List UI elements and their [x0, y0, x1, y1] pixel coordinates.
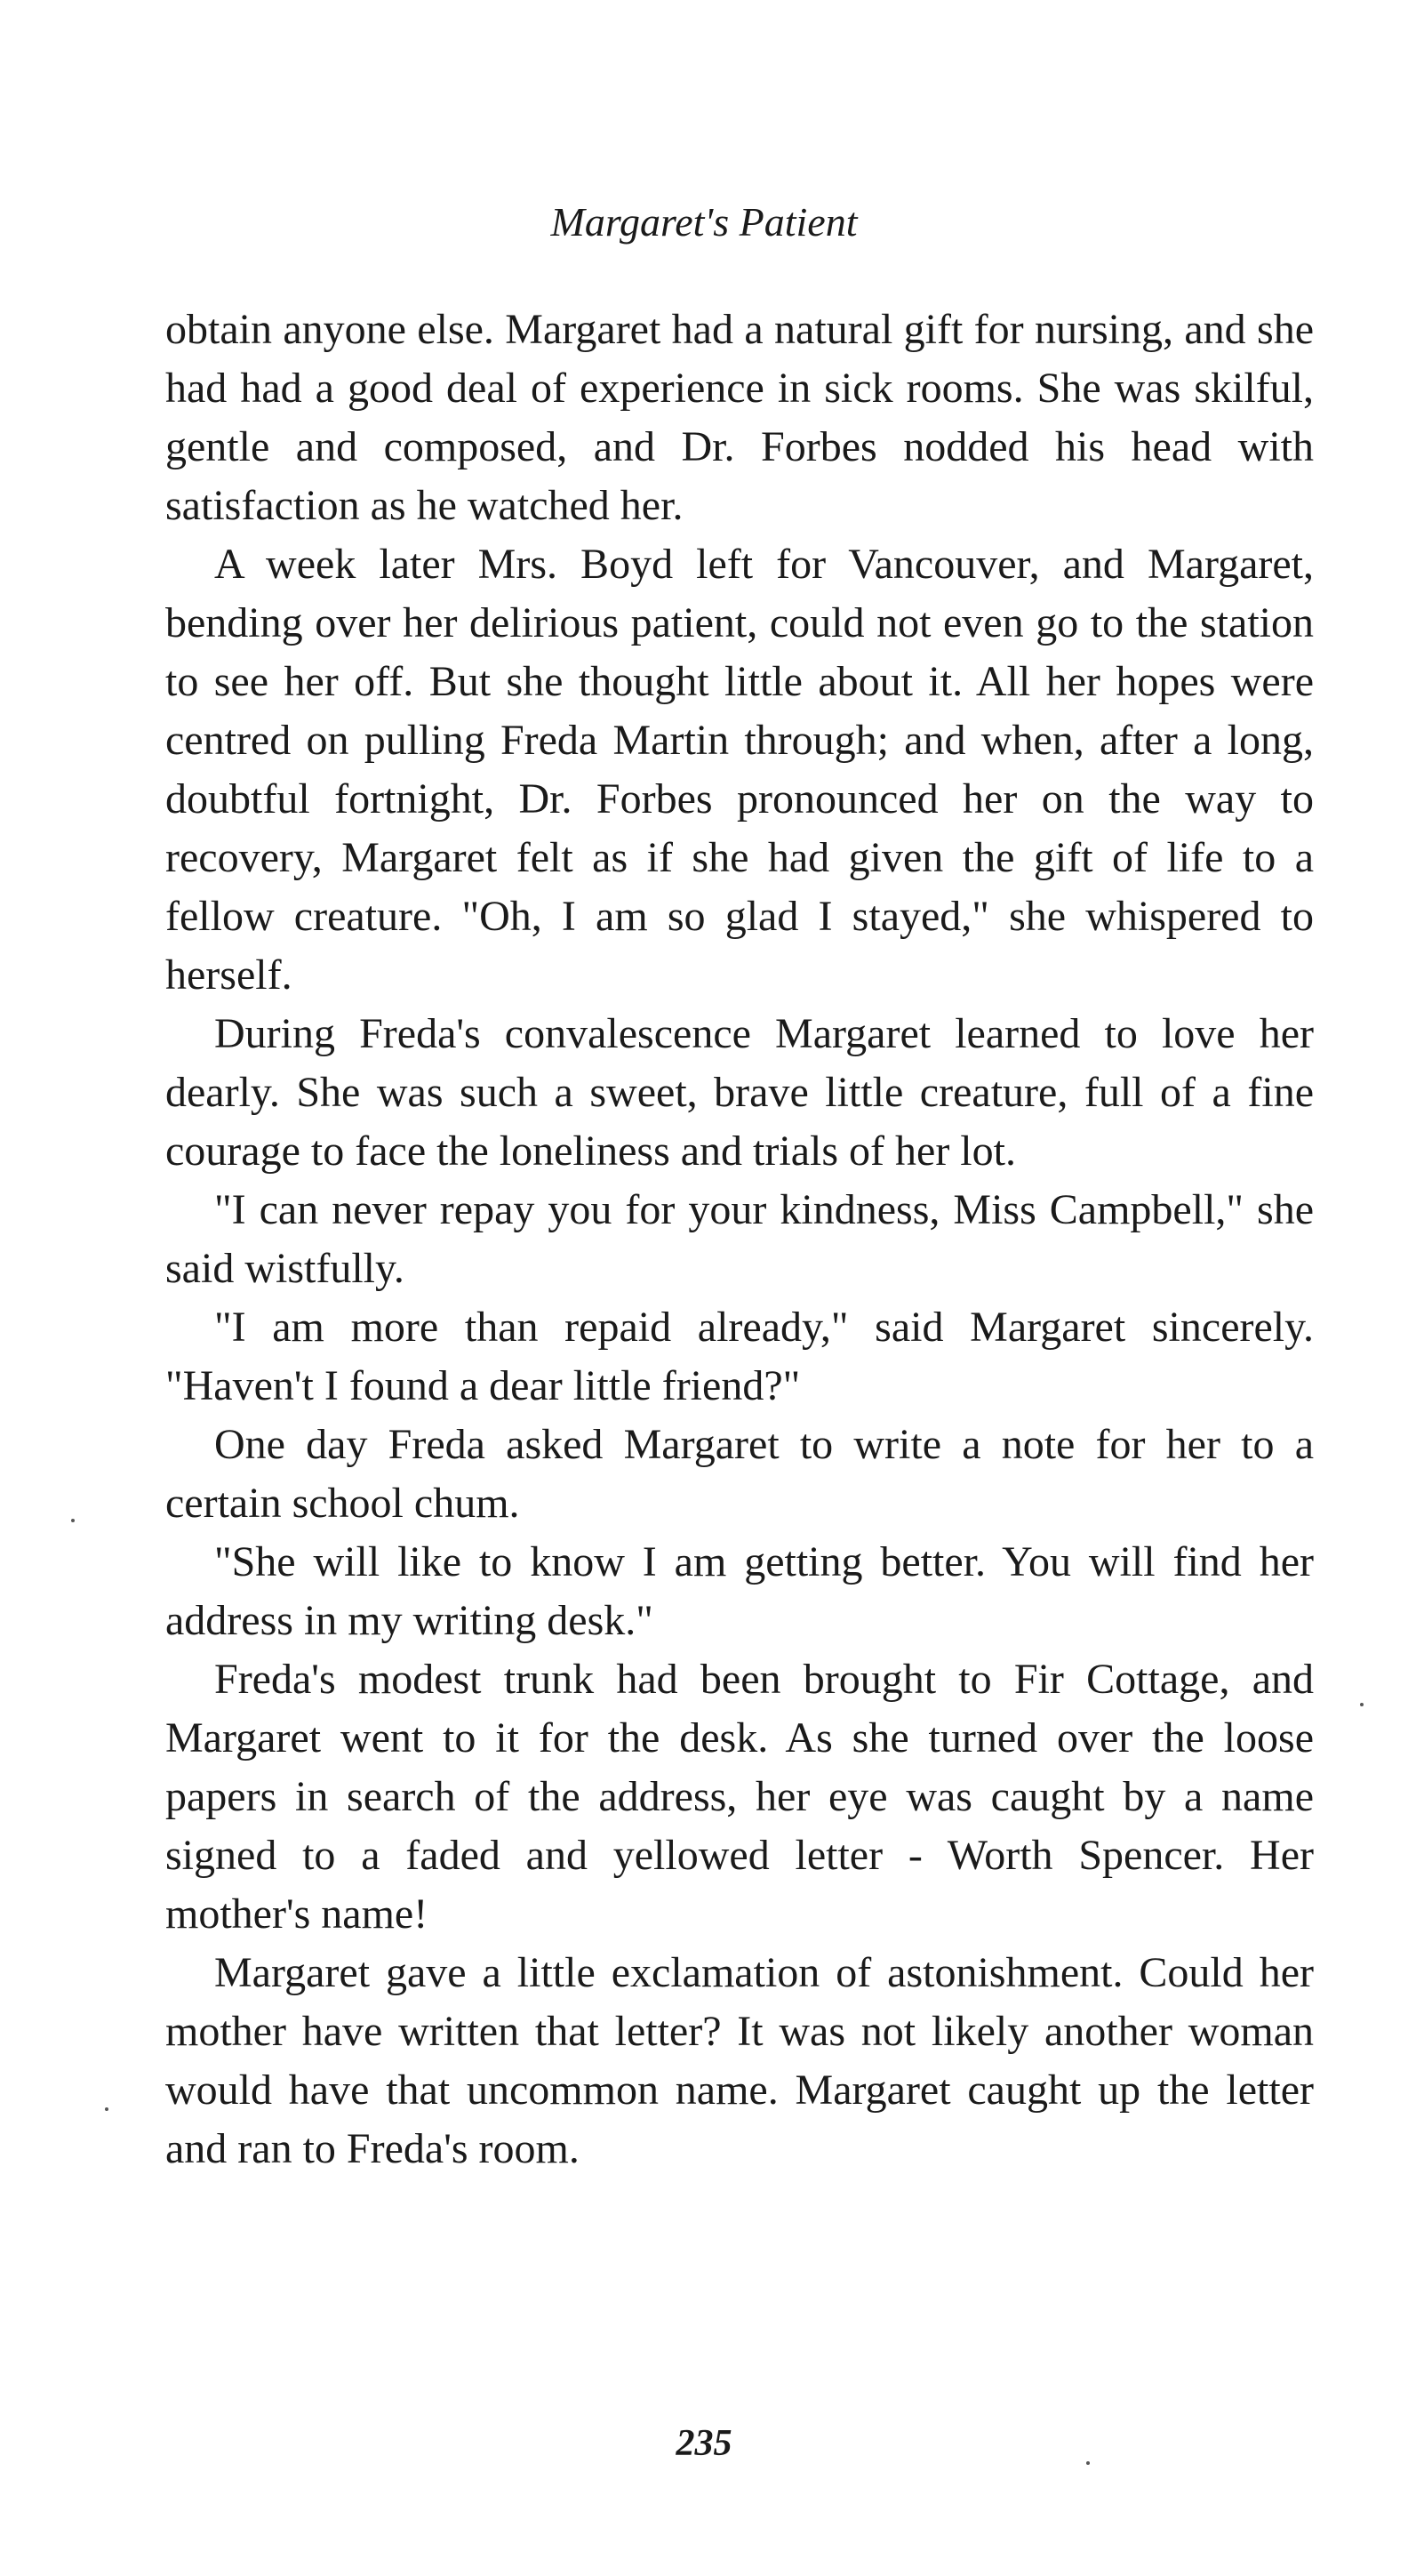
page-number: 235	[676, 2423, 732, 2464]
paragraph: obtain anyone else. Margaret had a natural gift for nursing, and she had had a good deal of experience in sick rooms. She was skilful, gentle and composed, and Dr. Forbes nodded his head with satisfaction as he watched her.	[165, 306, 1314, 529]
paragraph: One day Freda asked Margaret to write a note for her to a certain school chum.	[165, 1421, 1314, 1527]
scan-speck	[105, 2107, 108, 2111]
scan-speck	[71, 1519, 75, 1522]
paragraph: Freda's modest trunk had been brought to Fir Cottage, and Margaret went to it for the desk. As she turned over the loose papers in search of the address, her eye was caught by a name signed to a faded and yellowed letter - Worth Spencer. Her mother's name!	[165, 1656, 1314, 1938]
paragraph: A week later Mrs. Boyd left for Vancouver, and Margaret, bending over her delirious patient, could not even go to the station to see her off. But she thought little about it. All her hopes were centred on pulling Freda Martin through; and when, after a long, doubtful fortnight, Dr. Forbes pronounced her on the way to recovery, Margaret felt as if she had given the gift of life to a fellow creature. "Oh, I am so glad I stayed," she whispered to herself.	[165, 541, 1314, 999]
running-head: Margaret's Patient	[550, 199, 858, 245]
scan-speck	[1086, 2461, 1090, 2465]
paragraph: "I can never repay you for your kindness, Miss Campbell," she said wistfully.	[165, 1186, 1314, 1292]
body-text	[165, 301, 1314, 2179]
paragraph: Margaret gave a little exclamation of astonishment. Could her mother have written that letter? It was not likely another woman would have that uncommon name. Margaret caught up the letter and ran to Freda's room.	[165, 1949, 1314, 2172]
paragraph: "She will like to know I am getting better. You will find her address in my writing desk."	[165, 1538, 1314, 1644]
paragraph: "I am more than repaid already," said Margaret sincerely. "Haven't I found a dear little friend?"	[165, 1304, 1314, 1409]
paragraph: During Freda's convalescence Margaret learned to love her dearly. She was such a sweet, brave little creature, full of a fine courage to face the loneliness and trials of her lot.	[165, 1010, 1314, 1175]
scan-speck	[1360, 1703, 1364, 1706]
